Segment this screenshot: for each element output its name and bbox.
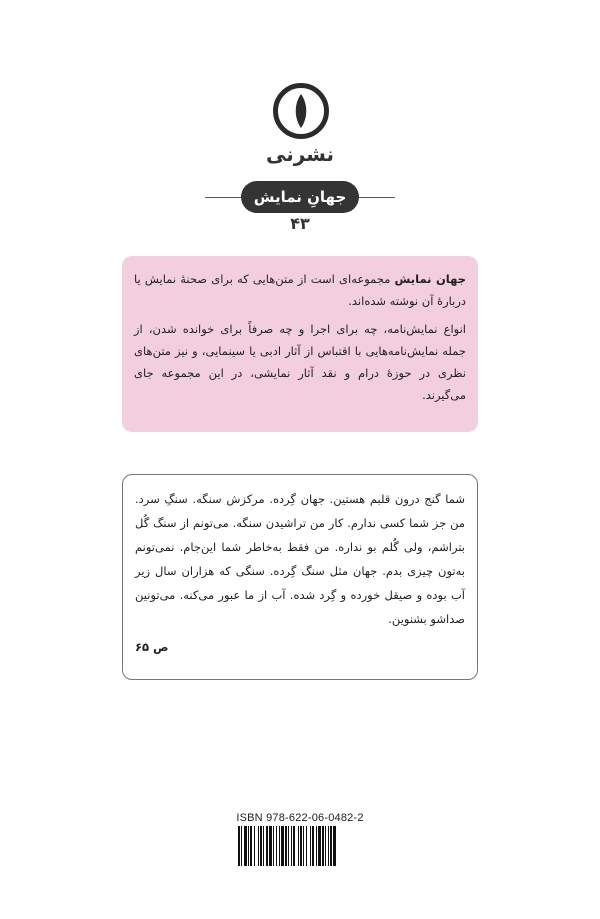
barcode-bar xyxy=(312,826,314,866)
publisher-name: نشرنی xyxy=(265,142,335,166)
barcode-bar xyxy=(269,826,272,866)
barcode-bar xyxy=(303,826,304,866)
barcode-bar xyxy=(330,826,332,866)
series-description-box xyxy=(122,256,478,432)
barcode-bar xyxy=(310,826,311,866)
barcode-bar xyxy=(263,826,264,866)
series-divider-left xyxy=(205,197,241,198)
barcode-bar xyxy=(306,826,307,866)
barcode-bar xyxy=(300,826,302,866)
series-divider-right xyxy=(359,197,395,198)
quote-text: شما گنج درون قلبم هستین. جهان گِرده. مرکزش سنگه. سنگِ سرد. من جز شما کسی ندارم. کار من تراشیدن سنگه. می‌تونم از سنگ گُل بتراشم، ولی گُلم بو نداره. من فقط به‌خاطر شما این‌جام. نمی‌تونم به‌تون چیزی بدم. جهان مثل سنگ گِرده. سنگی که هزاران سال زیر آب بوده و صیقل خورده و گِرد شده. آب از ما عبور می‌کنه. می‌تونین صداشو بشنوین. xyxy=(135,492,465,626)
barcode-bar xyxy=(325,826,326,866)
barcode-bar xyxy=(279,826,280,866)
barcode-bar xyxy=(293,826,295,866)
barcode-bar xyxy=(273,826,274,866)
isbn-barcode xyxy=(238,826,362,866)
description-paragraph-2: انواع نمایش‌نامه، چه برای اجرا و چه صرفاً برای خوانده شدن، از جمله نمایش‌نامه‌هایی با اقتباس از آثار ادبی یا سینمایی، و نیز متن‌های نظری در حوزهٔ درام و نقد آثار نمایشی، در این مجموعه جای می‌گیرند. xyxy=(134,322,466,402)
publisher-logo-icon xyxy=(272,82,330,140)
barcode-bar xyxy=(333,826,336,866)
quote-box xyxy=(122,474,478,680)
barcode-bar xyxy=(244,826,247,866)
barcode-bar xyxy=(298,826,299,866)
barcode-bar xyxy=(328,826,329,866)
barcode-bar xyxy=(322,826,324,866)
barcode-bar xyxy=(291,826,292,866)
barcode-bar xyxy=(285,826,287,866)
barcode-bar xyxy=(266,826,268,866)
barcode-bar xyxy=(281,826,284,866)
barcode-bar xyxy=(288,826,289,866)
isbn-number: ISBN 978-622-06-0482-2 xyxy=(236,812,364,824)
barcode-bar xyxy=(258,826,259,866)
barcode-bar xyxy=(318,826,321,866)
description-paragraph-1-text: مجموعه‌ای است از متن‌هایی که برای صحنهٔ نمایش یا دربارهٔ آن نوشته شده‌اند. xyxy=(134,272,466,308)
barcode-bar xyxy=(316,826,317,866)
description-paragraph-1 xyxy=(134,268,466,312)
barcode-bar xyxy=(276,826,277,866)
barcode-bar xyxy=(250,826,252,866)
barcode-bar xyxy=(260,826,262,866)
series-name-badge: جهانِ نمایش xyxy=(241,181,359,213)
barcode-bar xyxy=(241,826,242,866)
series-number: ۴۳ xyxy=(290,214,310,233)
barcode-bar xyxy=(254,826,255,866)
barcode-bar xyxy=(248,826,249,866)
quote-page-reference: ص ۶۵ xyxy=(135,640,169,654)
barcode-bar xyxy=(238,826,240,866)
description-lead: جهان نمایش xyxy=(394,272,466,286)
